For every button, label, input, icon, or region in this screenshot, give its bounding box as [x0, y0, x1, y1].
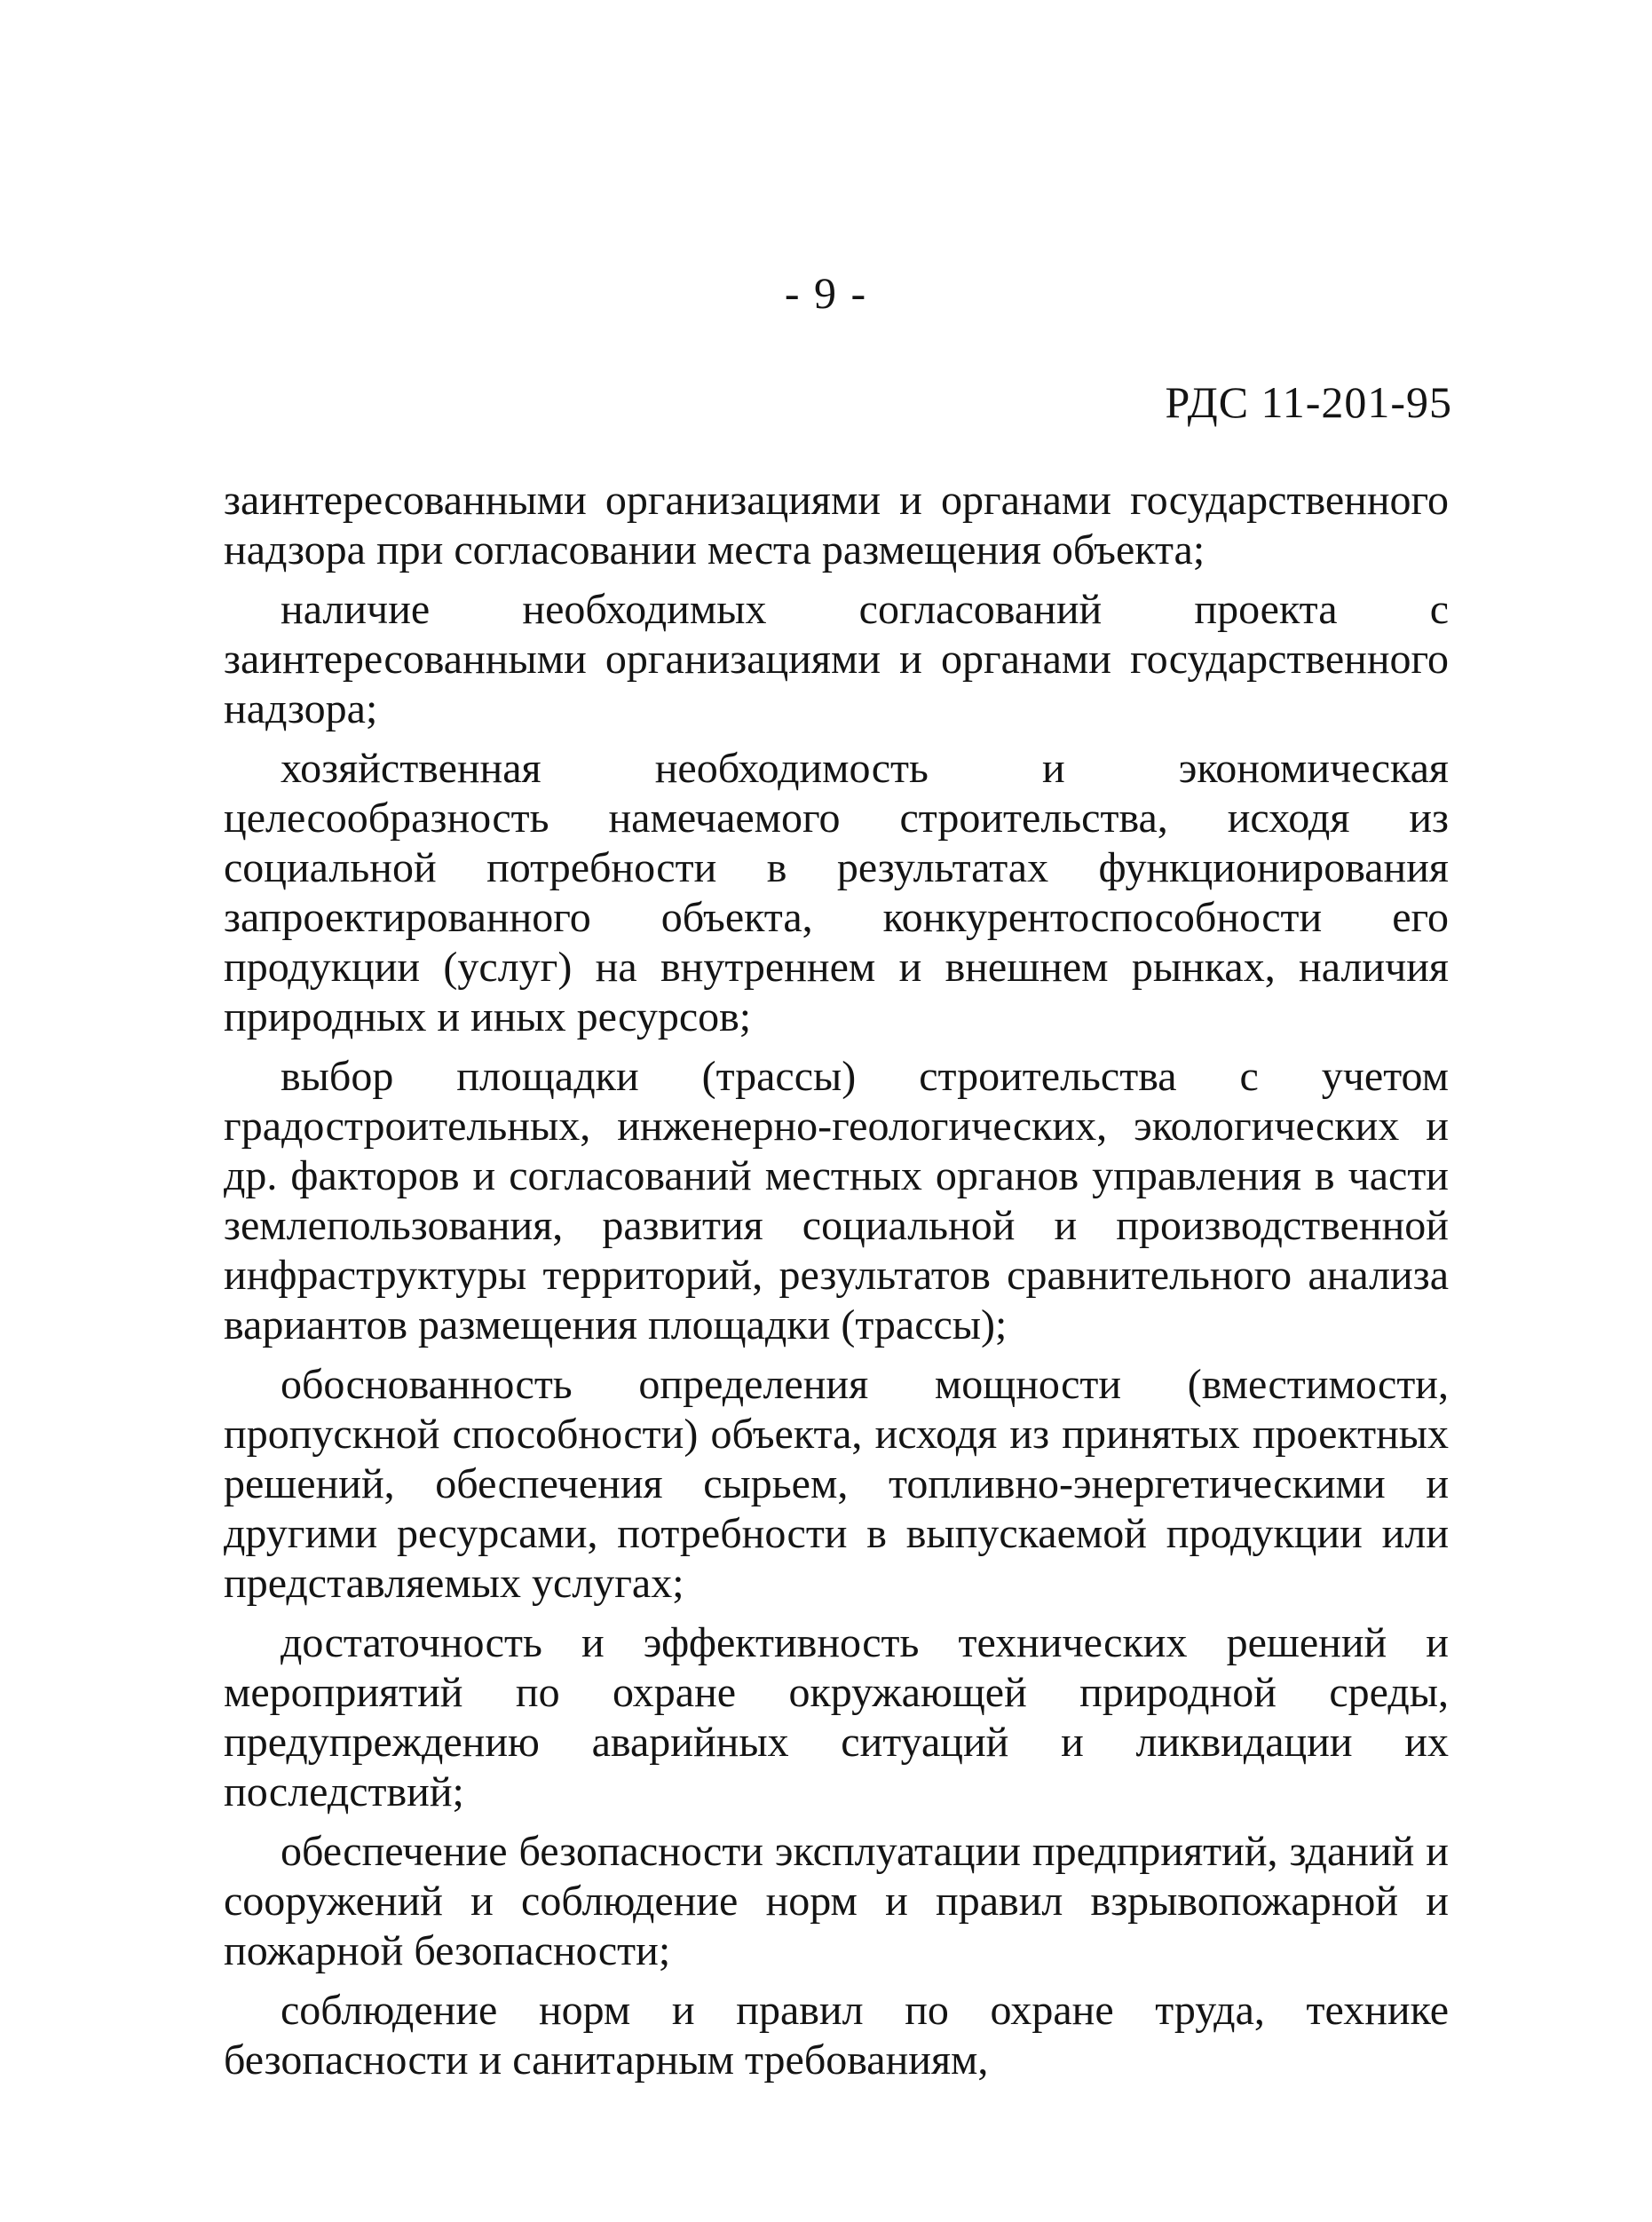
- paragraph-4: выбор площадки (трассы) строительства с учетом градостроительных, инженерно-геологических, экологических и др. факторов и согласований местных органов управления в части землепользования, развития социальной и производственной инфраструктуры территорий, результатов сравнительного анализа вариантов размещения площадки (трассы);: [224, 1053, 1449, 1348]
- paragraph-6: достаточность и эффективность технических решений и мероприятий по охране окружающей природной среды, предупреждению аварийных ситуаций и ликвидации их последствий;: [224, 1619, 1449, 1815]
- paragraph-5: обоснованность определения мощности (вместимости, пропускной способности) объекта, исходя из принятых проектных решений, обеспечения сырьем, топливно-энергетическими и другими ресурсами, потребности в выпускаемой продукции или представляемых услугах;: [224, 1361, 1449, 1607]
- paragraph-3: хозяйственная необходимость и экономическая целесообразность намечаемого строительства, исходя из социальной потребности в результатах функционирования запроектированного объекта, конкурентоспособности его продукции (услуг) на внутреннем и внешнем рынках, наличия природных и иных ресурсов;: [224, 745, 1449, 1040]
- document-body: [224, 476, 1449, 2085]
- paragraph-1: заинтересованными организациями и органами государственного надзора при согласовании места размещения объекта;: [224, 477, 1449, 573]
- page-number: - 9 -: [784, 268, 868, 318]
- paragraph-7: обеспечение безопасности эксплуатации предприятий, зданий и сооружений и соблюдение норм и правил взрывопожарной и пожарной безопасности;: [224, 1828, 1449, 1974]
- paragraph-2: наличие необходимых согласований проекта с заинтересованными организациями и органами государственного надзора;: [224, 586, 1449, 732]
- paragraph-8: соблюдение норм и правил по охране труда, технике безопасности и санитарным требованиям,: [224, 1987, 1449, 2084]
- document-code: РДС 11-201-95: [1165, 377, 1452, 427]
